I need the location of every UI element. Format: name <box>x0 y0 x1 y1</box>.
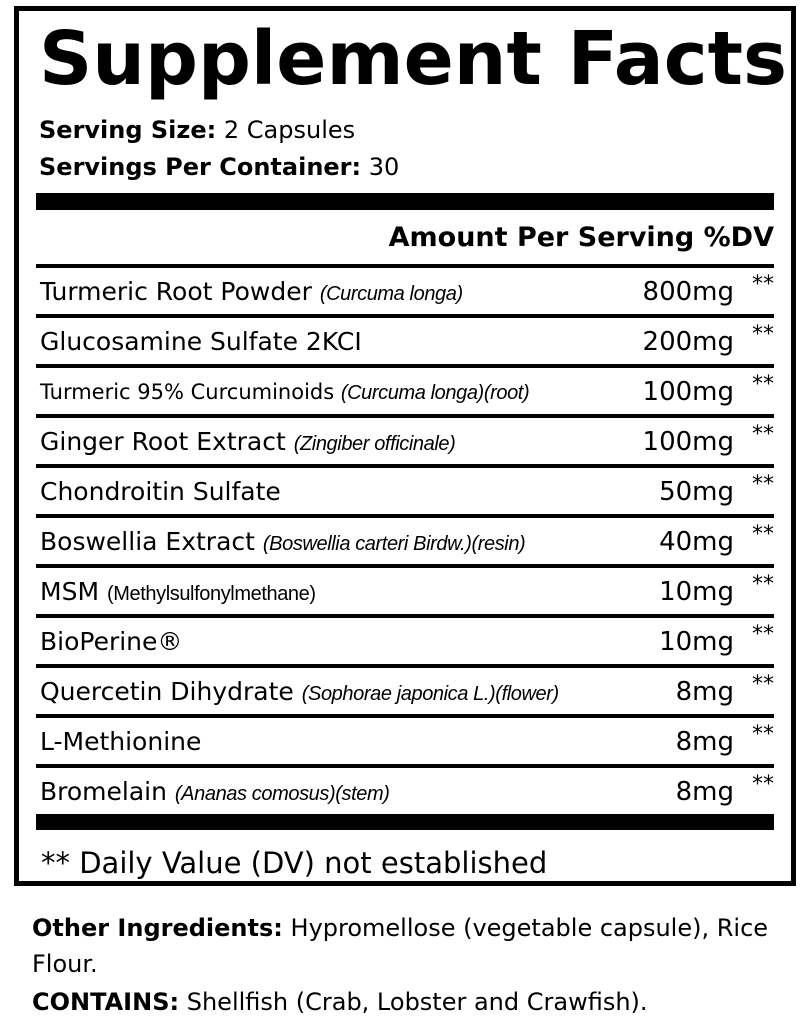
row-divider <box>36 764 774 768</box>
row-divider <box>36 614 774 618</box>
contains-value: Shellfish (Crab, Lobster and Crawfish). <box>186 988 648 1016</box>
ingredient-name <box>40 374 529 411</box>
ingredient-row <box>36 414 774 464</box>
ingredient-row <box>36 614 774 664</box>
servings-per-container-value: 30 <box>368 153 400 181</box>
ingredient-dv: ** <box>752 322 774 347</box>
ingredient-name <box>40 424 455 462</box>
ingredient-row <box>36 664 774 714</box>
row-divider <box>36 364 774 368</box>
ingredient-dv: ** <box>752 522 774 547</box>
ingredient-common-name: Boswellia Extract <box>40 527 255 556</box>
row-divider <box>36 514 774 518</box>
top-thick-rule <box>36 193 774 210</box>
supplement-facts-panel <box>14 6 796 886</box>
ingredient-row <box>36 564 774 614</box>
other-ingredients-value: Hypromellose (vegetable capsule), Rice Flour. <box>32 914 769 978</box>
ingredient-row <box>36 764 774 814</box>
ingredient-name <box>40 774 390 812</box>
serving-size-label: Serving Size: <box>39 116 217 144</box>
ingredient-row <box>36 514 774 564</box>
ingredient-amount: 100mg <box>642 377 734 407</box>
servings-per-container-label: Servings Per Container: <box>39 153 362 181</box>
amount-per-serving-header: Amount Per Serving %DV <box>388 222 774 253</box>
ingredient-dv: ** <box>752 722 774 747</box>
ingredient-name <box>40 624 182 660</box>
ingredient-dv: ** <box>752 422 774 447</box>
serving-size-value: 2 Capsules <box>223 116 356 144</box>
ingredient-common-name: MSM <box>40 577 100 606</box>
ingredient-source: (Boswellia carteri Birdw.)(resin) <box>262 533 526 555</box>
row-divider <box>36 664 774 668</box>
row-divider <box>36 314 774 318</box>
other-ingredients-label: Other Ingredients: <box>32 914 283 942</box>
row-divider <box>36 264 774 268</box>
ingredient-source: (Curcuma longa)(root) <box>340 382 530 404</box>
ingredient-source: (Ananas comosus)(stem) <box>174 783 390 805</box>
row-divider <box>36 564 774 568</box>
ingredient-amount: 200mg <box>642 327 734 357</box>
ingredient-common-name: Quercetin Dihydrate <box>40 677 294 706</box>
ingredient-dv: ** <box>752 772 774 797</box>
ingredient-source: (Curcuma longa) <box>319 283 463 305</box>
ingredient-row <box>36 314 774 364</box>
ingredient-row <box>36 264 774 314</box>
ingredient-row <box>36 364 774 414</box>
ingredient-dv: ** <box>752 372 774 397</box>
ingredient-common-name: Turmeric Root Powder <box>40 277 312 306</box>
ingredient-name <box>40 724 201 760</box>
ingredient-dv: ** <box>752 672 774 697</box>
ingredient-name <box>40 574 316 612</box>
ingredient-dv: ** <box>752 572 774 597</box>
ingredient-source: (Zingiber officinale) <box>293 433 456 455</box>
dv-footnote: ** Daily Value (DV) not established <box>41 846 548 880</box>
ingredient-common-name: Bromelain <box>40 777 167 806</box>
ingredient-amount: 100mg <box>642 427 734 457</box>
servings-per-container <box>39 151 399 183</box>
ingredient-amount: 8mg <box>675 727 734 757</box>
ingredient-dv: ** <box>752 622 774 647</box>
contains-label: CONTAINS: <box>32 988 180 1016</box>
other-ingredients <box>32 910 792 982</box>
ingredient-dv: ** <box>752 472 774 497</box>
ingredient-amount: 50mg <box>659 477 734 507</box>
bottom-thick-rule <box>36 818 774 830</box>
ingredient-source: (Sophorae japonica L.)(flower) <box>301 683 559 705</box>
panel-title: Supplement Facts <box>39 16 788 102</box>
ingredient-amount: 8mg <box>675 777 734 807</box>
ingredient-name <box>40 474 281 510</box>
ingredient-dv: ** <box>752 272 774 297</box>
ingredient-common-name: BioPerine® <box>40 627 183 656</box>
ingredient-row <box>36 464 774 514</box>
ingredient-name <box>40 524 525 562</box>
ingredient-row <box>36 714 774 764</box>
ingredient-name <box>40 324 362 360</box>
ingredient-common-name: Turmeric 95% Curcuminoids <box>40 380 335 404</box>
ingredient-common-name: L-Methionine <box>40 727 202 756</box>
ingredient-amount: 8mg <box>675 677 734 707</box>
ingredient-common-name: Chondroitin Sulfate <box>40 477 281 506</box>
row-divider <box>36 714 774 718</box>
allergen-statement <box>32 984 648 1020</box>
ingredient-amount: 800mg <box>642 277 734 307</box>
ingredient-amount: 10mg <box>659 577 734 607</box>
ingredient-common-name: Glucosamine Sulfate 2KCI <box>40 327 362 356</box>
ingredient-amount: 10mg <box>659 627 734 657</box>
ingredient-amount: 40mg <box>659 527 734 557</box>
row-divider <box>36 464 774 468</box>
serving-size <box>39 114 355 146</box>
ingredient-name <box>40 674 559 712</box>
ingredient-source: (Methylsulfonylmethane) <box>106 583 316 605</box>
ingredient-name <box>40 274 463 312</box>
ingredient-common-name: Ginger Root Extract <box>40 427 286 456</box>
row-divider <box>36 414 774 418</box>
